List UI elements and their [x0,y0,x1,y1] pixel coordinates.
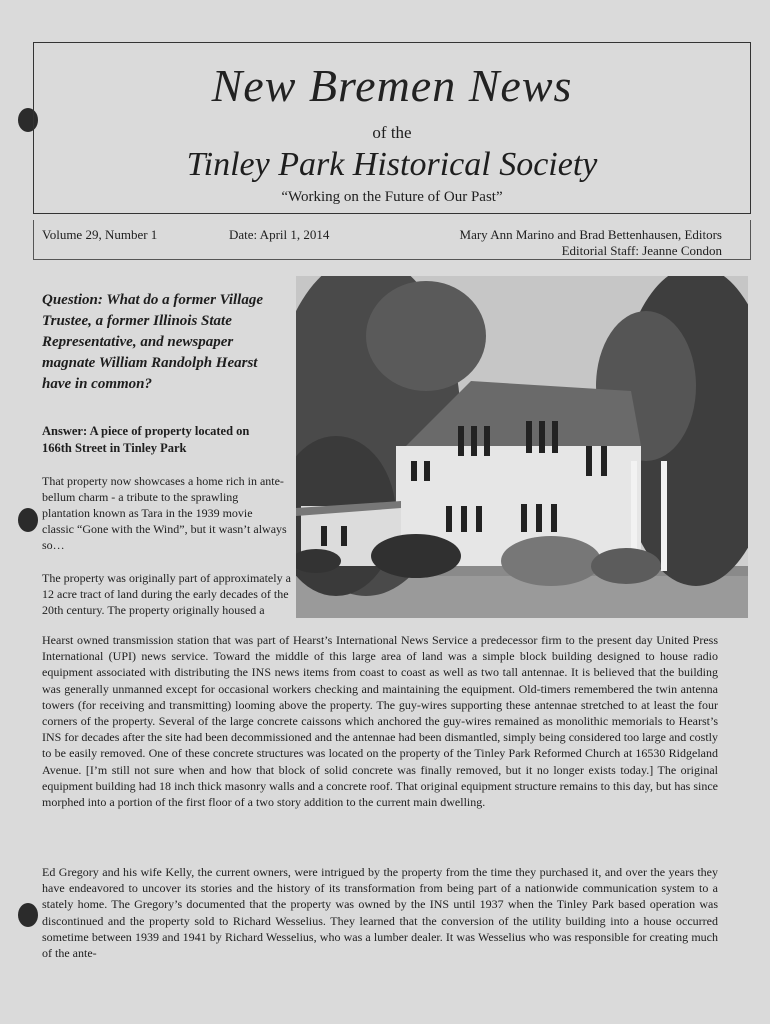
article-paragraph-2: Ed Gregory and his wife Kelly, the current owners, were intrigued by the property from the time they purchased it, and over the years they have endeavored to uncover its stories and the history of its transformation from being part of a nationwide communication system to a stately home. The Gregory’s documented that the property was owned by the INS until 1937 when the Tinley Park based operation was discontinued and the property sold to Richard Wesselius. They learned that the conversion of the utility building into a house occurred sometime between 1939 and 1941 by Richard Wesselius, who was a lumber dealer. It was Wesselius who was responsible for creating much of the ante- [42,865,718,961]
article-paragraph-start: The property was originally part of approximately a 12 acre tract of land during the early decades of the 20th century. The property originally housed a [42,571,291,617]
binder-hole [18,508,38,532]
society-name: Tinley Park Historical Society [186,146,598,183]
masthead-of-the: of the [372,123,412,142]
issue-date: Date: April 1, 2014 [229,227,330,242]
newsletter-title: New Bremen News [211,60,573,111]
house-photo [296,276,748,618]
editorial-staff-line: Editorial Staff: Jeanne Condon [561,243,722,258]
society-motto: “Working on the Future of Our Past” [281,189,503,205]
article-answer: Answer: A piece of property located on 166th Street in Tinley Park [42,424,250,455]
article-intro: That property now showcases a home rich in ante-bellum charm - a tribute to the sprawling plantation known as Tara in the 1939 movie classic “Gone with the Wind”, but it wasn’t always so… [42,474,287,552]
article-question: Question: What do a former Village Trustee, a former Illinois State Representative, and newspaper magnate William Randolph Hearst have in common? [42,292,264,392]
article-paragraph-1: Hearst owned transmission station that was part of Hearst’s International News Service a predecessor firm to the present day United Press International (UPI) news service. Toward the middle of this large area of land was a simple block building designed to house radio equipment associated with distributing the INS news items from coast to coast as well as two tall antennae. It is believed that the building was generally unmanned except for occasional workers checking and maintaining the equipment. Old-timers remembered the twin antenna towers (for receiving and transmitting) looming above the property. The guy-wires supporting these antennae stretched to at least the four corners of the property. Several of the large concrete caissons which anchored the guy-wires remained as monolithic memorials to Hearst’s INS for decades after the site had been decommissioned and the antennae had been dismantled, simply being considered too large and costly to be easily removed. One of these concrete structures was located on the property of the Tinley Park Reformed Church at 16530 Ridgeland Avenue. [I’m still not sure when and how that block of solid concrete was finally removed, but it no longer exists today.] The original equipment building had 18 inch thick masonry walls and a concrete roof. That original equipment structure remains to this day, but has since morphed into a portion of the first floor of a two story addition to the current main dwelling. [42,633,718,810]
editors-line: Mary Ann Marino and Brad Bettenhausen, Editors [459,227,722,242]
volume-number: Volume 29, Number 1 [42,227,158,242]
issue-info-bar [33,220,751,260]
masthead [33,42,751,214]
binder-hole [18,903,38,927]
